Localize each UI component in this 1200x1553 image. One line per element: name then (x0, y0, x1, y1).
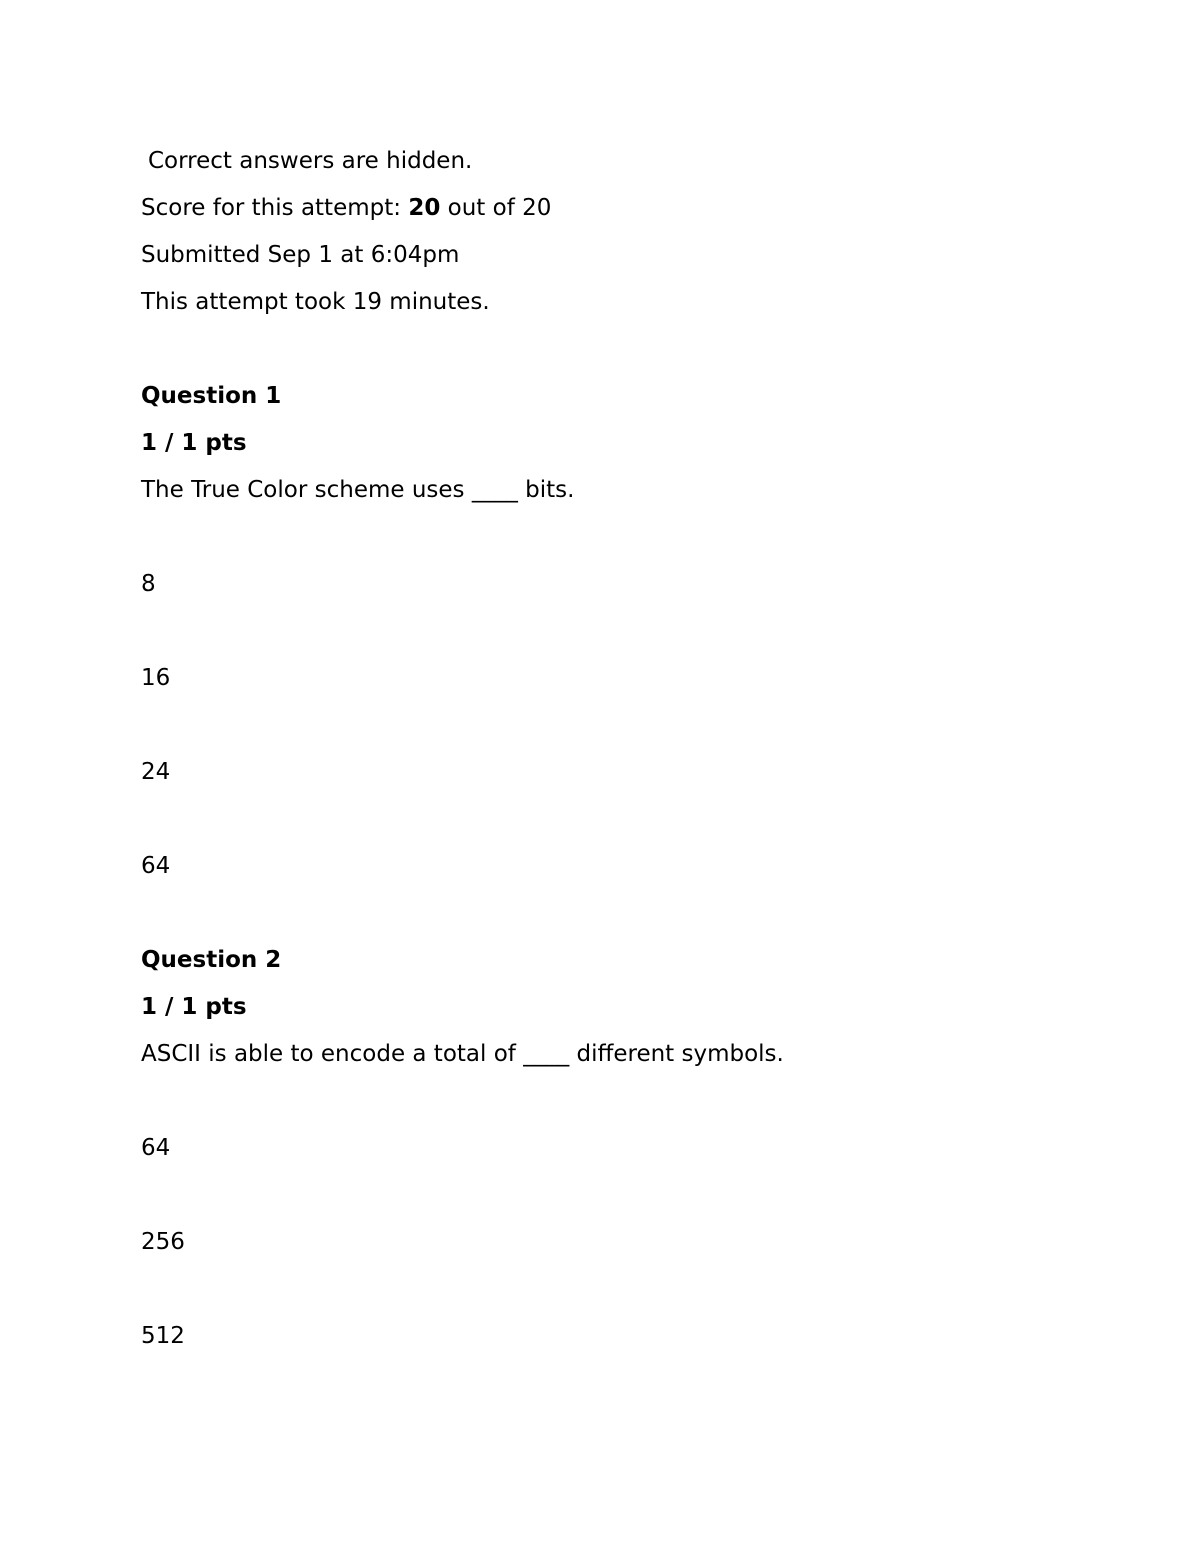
score-label: Score for this attempt: (141, 195, 409, 221)
question-1-option[interactable]: 16 (141, 665, 171, 691)
question-2-option[interactable]: 512 (141, 1323, 185, 1349)
score-total: out of 20 (440, 195, 552, 221)
question-2-option[interactable]: 256 (141, 1229, 185, 1255)
question-1-text: The True Color scheme uses ____ bits. (141, 477, 575, 503)
correct-answers-hidden-notice: Correct answers are hidden. (148, 148, 473, 174)
question-1-points: 1 / 1 pts (141, 430, 247, 456)
question-2-text: ASCII is able to encode a total of ____ different symbols. (141, 1041, 784, 1067)
question-2-option[interactable]: 64 (141, 1135, 171, 1161)
score-line (141, 185, 1141, 232)
quiz-results-document (141, 138, 1141, 1360)
submitted-timestamp: Submitted Sep 1 at 6:04pm (141, 242, 460, 268)
question-1-option[interactable]: 24 (141, 759, 171, 785)
attempt-duration: This attempt took 19 minutes. (141, 289, 490, 315)
question-1-option[interactable]: 8 (141, 571, 156, 597)
question-1-title: Question 1 (141, 383, 282, 409)
question-2-points: 1 / 1 pts (141, 994, 247, 1020)
question-2-title: Question 2 (141, 947, 282, 973)
question-1-option[interactable]: 64 (141, 853, 171, 879)
score-value: 20 (408, 195, 441, 221)
